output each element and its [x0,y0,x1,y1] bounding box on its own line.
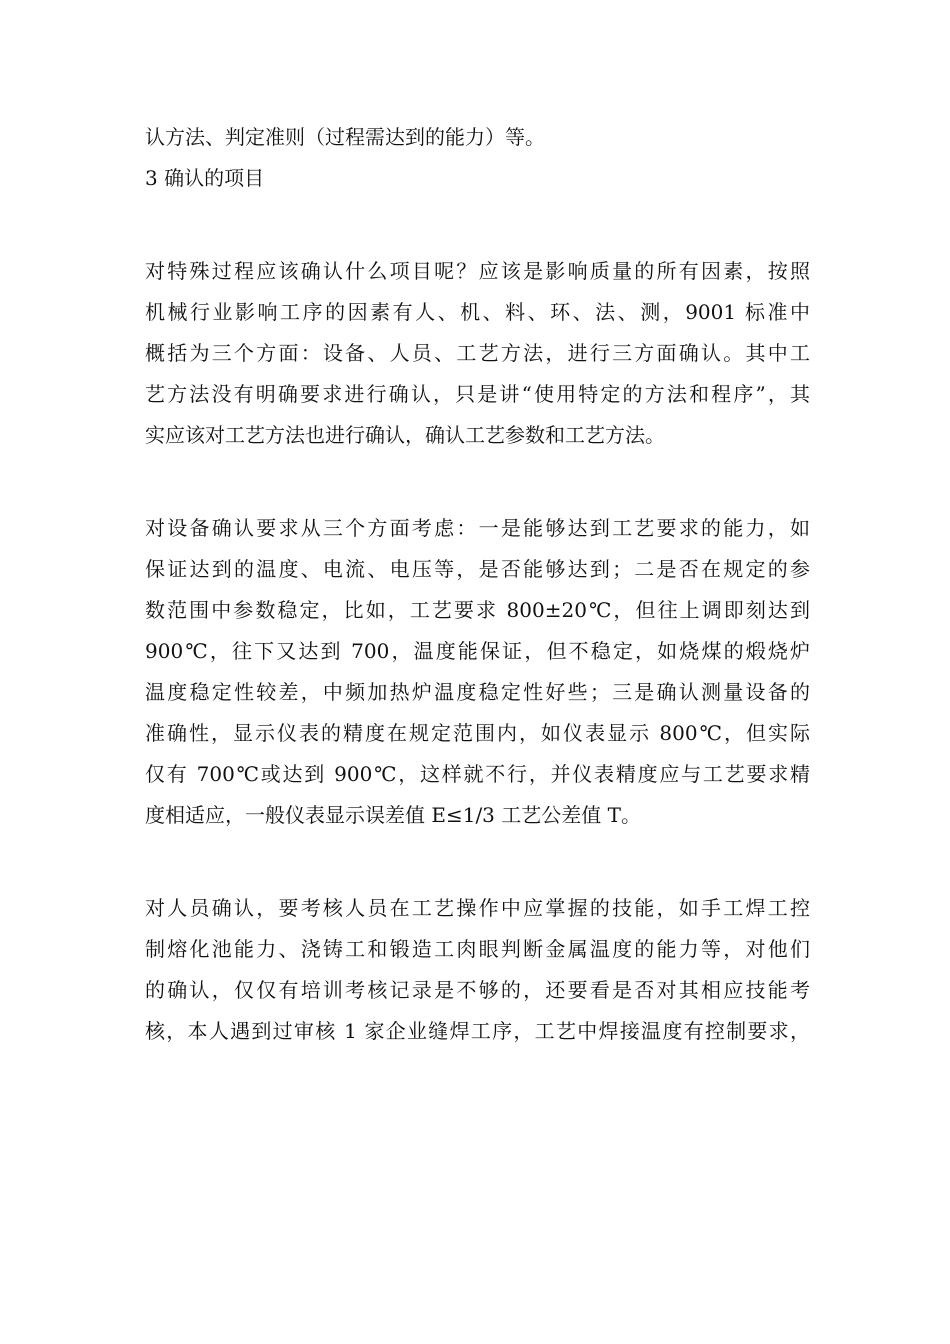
paragraph-line: 准确性，显示仪表的精度在规定范围内，如仪表显示 800℃，但实际 [145,721,810,745]
paragraph-line: 900℃，往下又达到 700，温度能保证，但不稳定，如烧煤的煅烧炉 [145,639,810,663]
continuation-line: 认方法、判定准则（过程需达到的能力）等。 [145,125,545,149]
paragraph-line: 对设备确认要求从三个方面考虑：一是能够达到工艺要求的能力，如 [145,516,810,540]
paragraph-line: 保证达到的温度、电流、电压等，是否能够达到；二是否在规定的参 [145,557,810,581]
document-body [145,117,810,1052]
paragraph-line: 核，本人遇到过审核 1 家企业缝焊工序，工艺中焊接温度有控制要求， [145,1019,810,1043]
paragraph-line: 对特殊过程应该确认什么项目呢？应该是影响质量的所有因素，按照 [145,259,810,283]
paragraph-line: 艺方法没有明确要求进行确认，只是讲“使用特定的方法和程序”，其 [145,382,810,406]
paragraph-line: 制熔化池能力、浇铸工和锻造工肉眼判断金属温度的能力等，对他们 [145,937,810,961]
paragraph-line: 温度稳定性较差，中频加热炉温度稳定性好些；三是确认测量设备的 [145,680,810,704]
section-heading: 3 确认的项目 [145,166,265,190]
paragraph-process-items [145,251,810,456]
paragraph-line: 概括为三个方面：设备、人员、工艺方法，进行三方面确认。其中工 [145,341,810,365]
paragraph-line: 数范围中参数稳定，比如，工艺要求 800±20℃，但往上调即刻达到 [145,598,810,622]
paragraph-line: 度相适应，一般仪表显示误差值 E≤1/3 工艺公差值 T。 [145,803,641,827]
paragraph-gap [145,456,810,508]
paragraph-line: 的确认，仅仅有培训考核记录是不够的，还要看是否对其相应技能考 [145,978,810,1002]
paragraph-equipment-confirmation [145,508,810,836]
paragraph-line: 对人员确认，要考核人员在工艺操作中应掌握的技能，如手工焊工控 [145,896,810,920]
paragraph-gap [145,836,810,888]
paragraph-gap [145,199,810,251]
paragraph-personnel-confirmation [145,888,810,1052]
paragraph-line: 仅有 700℃或达到 900℃，这样就不行，并仪表精度应与工艺要求精 [145,762,810,786]
paragraph-line: 机械行业影响工序的因素有人、机、料、环、法、测，9001 标准中 [145,300,810,324]
paragraph-line: 实应该对工艺方法也进行确认，确认工艺参数和工艺方法。 [145,423,665,447]
